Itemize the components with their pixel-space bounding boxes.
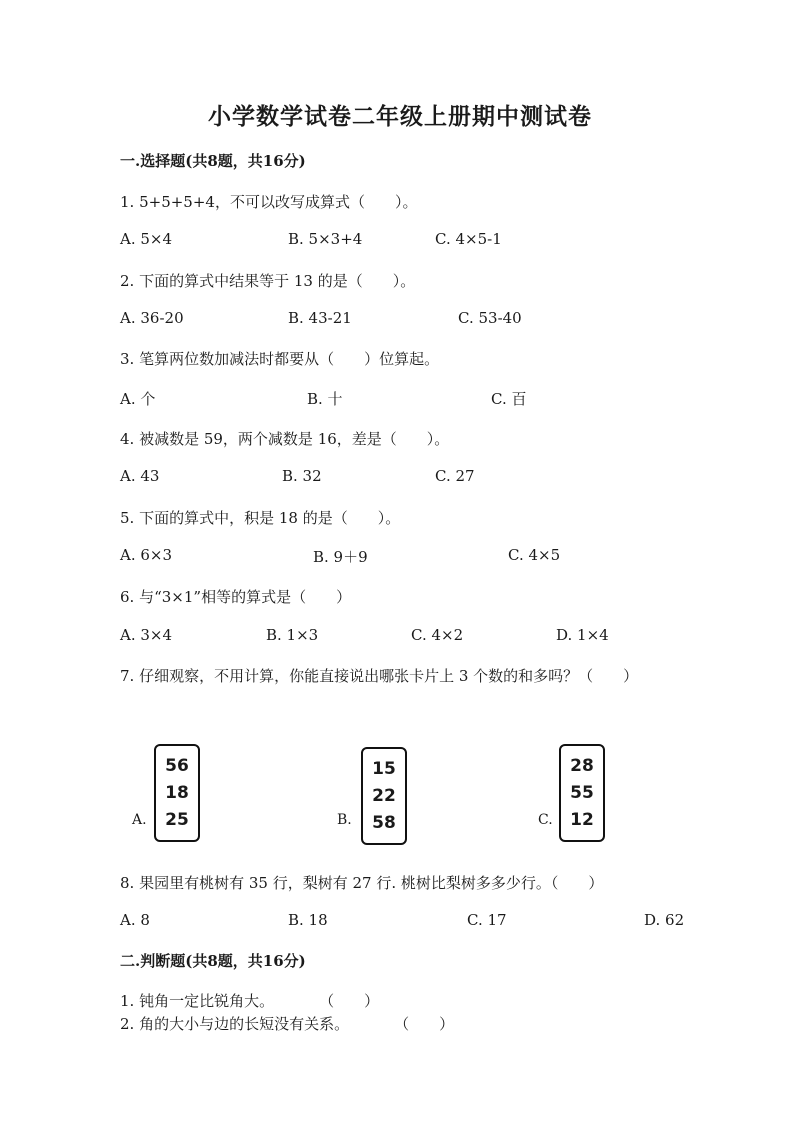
card-b-label: B. <box>337 812 352 828</box>
question-6-option-b: B. 1×3 <box>266 626 319 644</box>
question-3: 3. 笔算两位数加减法时都要从（ ）位算起。 <box>120 350 440 368</box>
section-heading-judgement: 二.判断题(共8题，共16分) <box>120 952 306 970</box>
question-4: 4. 被减数是 59，两个减数是 16，差是（ ）。 <box>120 430 450 448</box>
question-2: 2. 下面的算式中结果等于 13 的是（ ）。 <box>120 272 416 290</box>
question-8-option-d: D. 62 <box>644 911 685 929</box>
question-8-option-a: A. 8 <box>120 911 150 929</box>
question-2-option-c: C. 53-40 <box>458 309 522 327</box>
question-3-option-a: A. 个 <box>120 390 156 408</box>
question-8-option-b: B. 18 <box>288 911 328 929</box>
card-c-number: 12 <box>570 810 594 831</box>
card-c-label: C. <box>538 812 553 828</box>
card-c-number: 55 <box>570 782 594 803</box>
card-b-number: 15 <box>372 758 396 779</box>
question-6: 6. 与“3×1”相等的算式是（ ） <box>120 588 352 606</box>
judgement-item-1: 1. 钝角一定比锐角大。 （ ） <box>120 992 380 1010</box>
card-a-label: A. <box>132 812 147 828</box>
question-5: 5. 下面的算式中，积是 18 的是（ ）。 <box>120 509 401 527</box>
judgement-item-2: 2. 角的大小与边的长短没有关系。 （ ） <box>120 1015 455 1033</box>
question-4-option-a: A. 43 <box>120 467 160 485</box>
question-1-option-a: A. 5×4 <box>120 230 173 248</box>
question-6-option-a: A. 3×4 <box>120 626 173 644</box>
section-heading-choice: 一.选择题(共8题，共16分) <box>120 152 306 170</box>
question-6-option-d: D. 1×4 <box>556 626 609 644</box>
card-b <box>361 747 407 845</box>
card-b-number: 58 <box>372 813 396 834</box>
question-3-option-b: B. 十 <box>307 390 343 408</box>
card-c <box>559 744 605 842</box>
card-a-number: 25 <box>165 810 189 831</box>
question-5-option-c: C. 4×5 <box>508 546 561 564</box>
question-4-option-c: C. 27 <box>435 467 475 485</box>
card-a-number: 56 <box>165 755 189 776</box>
question-5-option-b: B. 9＋9 <box>313 548 368 566</box>
question-5-option-a: A. 6×3 <box>120 546 173 564</box>
question-8: 8. 果园里有桃树有 35 行，梨树有 27 行. 桃树比梨树多多少行。（ ） <box>120 874 604 892</box>
question-2-option-a: A. 36-20 <box>120 309 184 327</box>
card-a <box>154 744 200 842</box>
card-b-number: 22 <box>372 785 396 806</box>
page-title: 小学数学试卷二年级上册期中测试卷 <box>208 103 592 130</box>
question-3-option-c: C. 百 <box>491 390 527 408</box>
card-a-number: 18 <box>165 782 189 803</box>
question-8-option-c: C. 17 <box>467 911 507 929</box>
question-1-option-b: B. 5×3+4 <box>288 230 363 248</box>
question-1: 1. 5+5+5+4，不可以改写成算式（ ）。 <box>120 193 418 211</box>
question-6-option-c: C. 4×2 <box>411 626 464 644</box>
card-c-number: 28 <box>570 755 594 776</box>
question-7: 7. 仔细观察，不用计算，你能直接说出哪张卡片上 3 个数的和多吗？（ ） <box>120 667 639 685</box>
question-4-option-b: B. 32 <box>282 467 322 485</box>
question-1-option-c: C. 4×5-1 <box>435 230 502 248</box>
question-2-option-b: B. 43-21 <box>288 309 352 327</box>
